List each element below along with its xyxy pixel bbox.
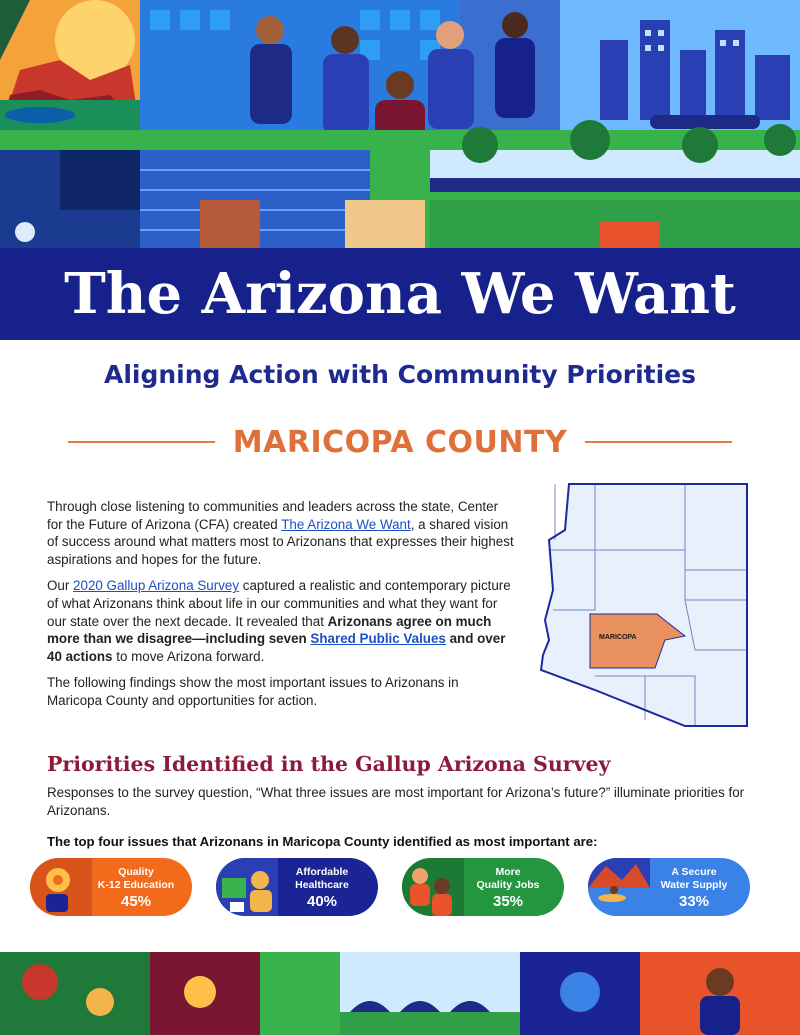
intro-text: Through close listening to communities and leaders across the state, Center for the Future of Arizona (CFA) created — [47, 499, 499, 532]
priorities-description: Responses to the survey question, “What three issues are most important for Arizona’s future?” illuminate priorities for Arizonans. — [47, 785, 745, 818]
county-heading: MARICOPA COUNTY — [232, 424, 568, 460]
issue-label: Healthcare — [295, 879, 349, 891]
top-four-heading: The top four issues that Arizonans in Maricopa County identified as most important are: — [47, 834, 598, 849]
issue-pill-education — [30, 858, 192, 916]
gallup-survey-link[interactable]: 2020 Gallup Arizona Survey — [73, 578, 240, 594]
jobs-icon — [402, 858, 464, 916]
page-subtitle: Aligning Action with Community Priorities — [103, 360, 697, 389]
education-icon — [30, 858, 92, 916]
issue-label: Affordable — [295, 866, 349, 878]
arizona-we-want-link[interactable]: The Arizona We Want — [281, 516, 411, 532]
hero-illustration — [0, 0, 800, 248]
page-title: The Arizona We Want — [64, 261, 736, 327]
issue-label: A Secure — [671, 866, 717, 878]
issue-label: K-12 Education — [97, 879, 175, 891]
issue-pill-jobs — [402, 858, 564, 916]
intro-bold-text: Arizonans agree on much more than we disagree—including seven — [47, 613, 492, 647]
priorities-heading: Priorities Identified in the Gallup Arizona Survey — [47, 752, 611, 776]
arizona-county-map — [535, 480, 755, 730]
issue-pill-healthcare — [216, 858, 378, 916]
left-divider — [68, 441, 215, 443]
intro-text: Our — [47, 578, 74, 594]
issue-percent: 40% — [306, 893, 338, 910]
healthcare-icon — [216, 858, 278, 916]
issue-label: More — [495, 866, 521, 878]
water-icon — [588, 858, 650, 916]
intro-text: captured a realistic and contemporary picture of what Arizonans think about life in our communities and what they want for our state over the next decade. It revealed that — [47, 578, 511, 629]
right-divider — [585, 441, 732, 443]
intro-bold-text: and over 40 actions — [47, 631, 506, 664]
footer-illustration — [0, 952, 800, 1035]
issue-percent: 35% — [492, 893, 524, 910]
issue-label: Water Supply — [660, 879, 728, 891]
intro-paragraph-1 — [47, 498, 517, 568]
county-heading-row — [68, 422, 732, 462]
issue-percent: 33% — [678, 893, 710, 910]
intro-paragraph-3: The following findings show the most important issues to Arizonans in Maricopa County and opportunities for action. — [47, 675, 459, 708]
title-banner — [0, 248, 800, 340]
intro-paragraph-2 — [47, 577, 517, 665]
maricopa-map-label: MARICOPA — [599, 634, 637, 641]
intro-text: to move Arizona forward. — [112, 648, 265, 664]
issue-label: Quality Jobs — [476, 879, 540, 891]
shared-public-values-link[interactable]: Shared Public Values — [310, 631, 446, 647]
issue-label: Quality — [118, 866, 154, 878]
intro-section — [47, 498, 517, 719]
intro-text: , a shared vision of success around what matters most to Arizonans that expresses their highest aspirations and hopes for the future. — [47, 516, 514, 567]
issue-pill-water — [588, 858, 750, 916]
issue-percent: 45% — [120, 893, 152, 910]
